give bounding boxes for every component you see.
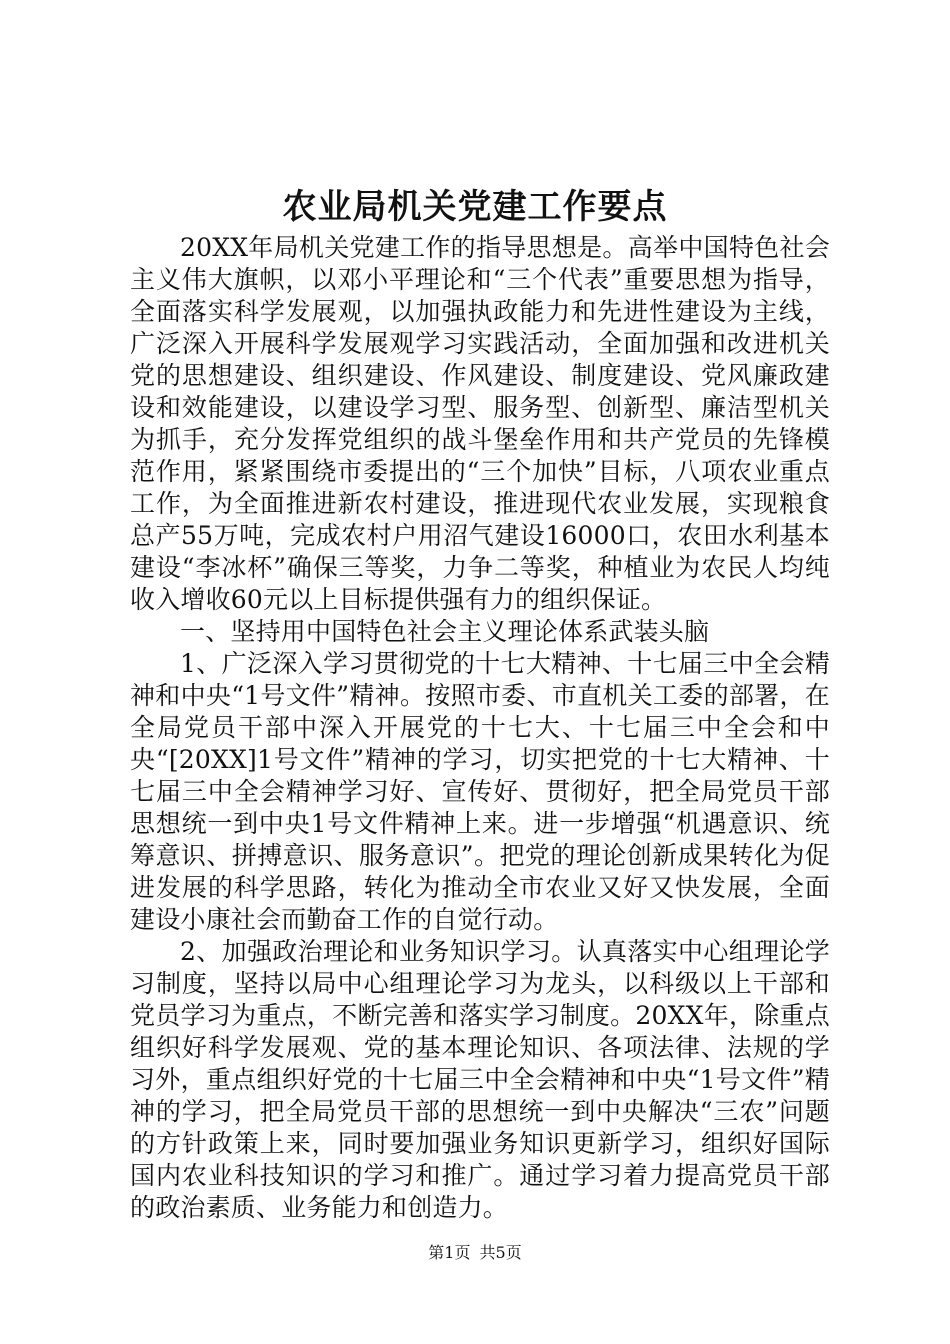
document-title: 农业局机关党建工作要点 [282,187,668,227]
paragraph-item-2: 2、加强政治理论和业务知识学习。认真落实中心组理论学习制度，坚持以局中心组理论学习为龙头，以科级以上干部和党员学习为重点，不断完善和落实学习制度。20XX年，除重点组织好科学发展观、党的基本理论知识、各项法律、法规的学习外，重点组织好党的十七届三中全会精神和中央“1号文件”精神的学习，把全局党员干部的思想统一到中央解决“三农”问题的方针政策上来，同时要加强业务知识更新学习，组织好国际国内农业科技知识的学习和推广。通过学习着力提高党员干部的政治素质、业务能力和创造力。 [130,937,830,1222]
page-number: 第1页 [428,1243,471,1262]
section-heading-1: 一、坚持用中国特色社会主义理论体系武装头脑 [180,617,710,646]
paragraph-item-1: 1、广泛深入学习贯彻党的十七大精神、十七届三中全会精神和中央“1号文件”精神。按照市委、市直机关工委的部署，在全局党员干部中深入开展党的十七大、十七届三中全会和中央“[20XX]1号文件”精神的学习，切实把党的十七大精神、十七届三中全会精神学习好、宣传好、贯彻好，把全局党员干部思想统一到中央1号文件精神上来。进一步增强“机遇意识、统筹意识、拼搏意识、服务意识”。把党的理论创新成果转化为促进发展的科学思路，转化为推动全市农业又好又快发展，全面建设小康社会而勤奋工作的自觉行动。 [130,649,830,934]
paragraph-guiding-ideology: 20XX年局机关党建工作的指导思想是。高举中国特色社会主义伟大旗帜，以邓小平理论和“三个代表”重要思想为指导，全面落实科学发展观，以加强执政能力和先进性建设为主线，广泛深入开展科学发展观学习实践活动，全面加强和改进机关党的思想建设、组织建设、作风建设、制度建设、党风廉政建设和效能建设，以建设学习型、服务型、创新型、廉洁型机关为抓手，充分发挥党组织的战斗堡垒作用和共产党员的先锋模范作用，紧紧围绕市委提出的“三个加快”目标，八项农业重点工作，为全面推进新农村建设，推进现代农业发展，实现粮食总产55万吨，完成农村户用沼气建设16000口，农田水利基本建设“李冰杯”确保三等奖，力争二等奖，种植业为农民人均纯收入增收60元以上目标提供强有力的组织保证。 [130,233,830,614]
page-total: 共5页 [479,1243,522,1262]
document-body [130,232,830,1224]
page-footer [0,1241,950,1265]
